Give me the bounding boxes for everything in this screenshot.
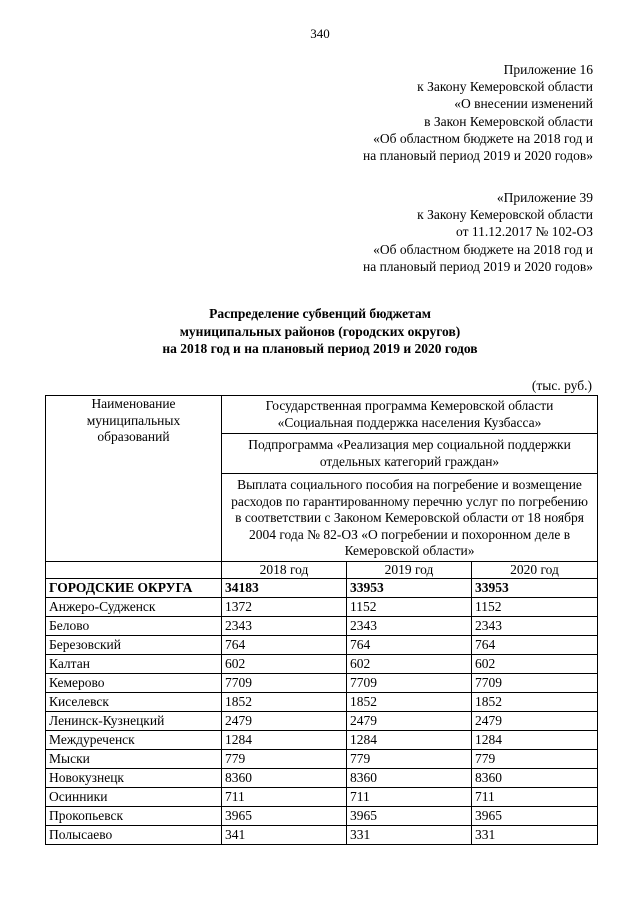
title-line: муниципальных районов (городских округов) <box>179 323 461 339</box>
amount-cell-2018: 341 <box>222 826 347 845</box>
amount-cell-2018: 1284 <box>222 731 347 750</box>
amount-cell-2019: 1284 <box>347 731 472 750</box>
year-header-row <box>46 561 598 579</box>
table-row <box>46 579 598 598</box>
amount-cell-2019: 602 <box>347 655 472 674</box>
amount-cell-2020: 602 <box>472 655 598 674</box>
amount-cell-2019: 1152 <box>347 598 472 617</box>
amount-cell-2019: 711 <box>347 788 472 807</box>
amount-cell-2018: 2479 <box>222 712 347 731</box>
subvention-table <box>45 395 598 845</box>
amount-cell-2018: 7709 <box>222 674 347 693</box>
amount-cell-2018: 3965 <box>222 807 347 826</box>
municipality-name-cell: Березовский <box>46 636 222 655</box>
amount-cell-2019: 1852 <box>347 693 472 712</box>
appendix-line: «Об областном бюджете на 2018 год и <box>373 130 593 146</box>
amount-cell-2020: 1152 <box>472 598 598 617</box>
amount-cell-2018: 2343 <box>222 617 347 636</box>
amount-cell-2019: 779 <box>347 750 472 769</box>
subprogram-header: Подпрограмма «Реализация мер социальной поддержки отдельных категорий граждан» <box>222 434 598 474</box>
year-2020-header: 2020 год <box>472 561 598 579</box>
amount-cell-2018: 8360 <box>222 769 347 788</box>
amount-cell-2019: 331 <box>347 826 472 845</box>
appendix-line: на плановый период 2019 и 2020 годов» <box>362 258 593 274</box>
municipality-name-cell: Кемерово <box>46 674 222 693</box>
amount-cell-2019: 8360 <box>347 769 472 788</box>
title-line: Распределение субвенций бюджетам <box>209 306 431 321</box>
table-row <box>46 636 598 655</box>
year-2019-header: 2019 год <box>347 561 472 579</box>
amount-cell-2020: 779 <box>472 750 598 769</box>
municipality-name-cell: Ленинск-Кузнецкий <box>46 712 222 731</box>
appendix-line: «Приложение 39 <box>496 190 593 205</box>
table-row <box>46 617 598 636</box>
table-row <box>46 674 598 693</box>
amount-cell-2018: 711 <box>222 788 347 807</box>
amount-cell-2018: 764 <box>222 636 347 655</box>
unit-label: (тыс. руб.) <box>531 378 592 393</box>
title-line: на 2018 год и на плановый период 2019 и 2020 годов <box>162 341 478 356</box>
amount-cell-2018: 602 <box>222 655 347 674</box>
amount-cell-2019: 3965 <box>347 807 472 826</box>
appendix-line: от 11.12.2017 № 102-ОЗ <box>456 224 593 240</box>
program-header: Государственная программа Кемеровской области «Социальная поддержка населения Кузбасса» <box>222 396 598 434</box>
municipality-name-cell: Калтан <box>46 655 222 674</box>
municipality-name-cell: ГОРОДСКИЕ ОКРУГА <box>46 579 222 598</box>
amount-cell-2020: 711 <box>472 788 598 807</box>
amount-cell-2019: 7709 <box>347 674 472 693</box>
appendix-line: Приложение 16 <box>503 62 593 77</box>
municipality-name-cell: Осинники <box>46 788 222 807</box>
municipality-name-cell: Белово <box>46 617 222 636</box>
amount-cell-2018: 1372 <box>222 598 347 617</box>
program-header-row <box>46 396 598 434</box>
municipality-name-cell: Мыски <box>46 750 222 769</box>
amount-cell-2018: 1852 <box>222 693 347 712</box>
appendix-line: «О внесении изменений <box>454 96 593 112</box>
municipality-name-cell: Киселевск <box>46 693 222 712</box>
year-2018-header: 2018 год <box>222 561 347 579</box>
document-title <box>0 305 640 358</box>
table-row <box>46 826 598 845</box>
amount-cell-2019: 764 <box>347 636 472 655</box>
amount-cell-2020: 331 <box>472 826 598 845</box>
amount-cell-2020: 8360 <box>472 769 598 788</box>
amount-cell-2018: 34183 <box>222 579 347 598</box>
amount-cell-2020: 2479 <box>472 712 598 731</box>
measure-header: Выплата социального пособия на погребение и возмещение расходов по гарантированному перечню услуг по погребению в соответствии с Законом Кемеровской области от 18 ноября 2004 года № 82-ОЗ «О погребении и похоронном деле в Кемеровской области» <box>222 474 598 562</box>
amount-cell-2020: 764 <box>472 636 598 655</box>
amount-cell-2020: 1284 <box>472 731 598 750</box>
appendix-16-header <box>363 61 593 164</box>
table-row <box>46 788 598 807</box>
table-row <box>46 712 598 731</box>
appendix-39-header <box>363 189 593 275</box>
table-row <box>46 731 598 750</box>
amount-cell-2018: 779 <box>222 750 347 769</box>
appendix-line: к Закону Кемеровской области <box>417 79 593 95</box>
table-row <box>46 807 598 826</box>
amount-cell-2020: 1852 <box>472 693 598 712</box>
name-column-header: Наименование муниципальных образований <box>46 396 222 562</box>
appendix-line: к Закону Кемеровской области <box>417 207 593 223</box>
table-row <box>46 598 598 617</box>
page-number: 340 <box>310 26 330 41</box>
table-row <box>46 750 598 769</box>
municipality-name-cell: Полысаево <box>46 826 222 845</box>
amount-cell-2020: 7709 <box>472 674 598 693</box>
appendix-line: «Об областном бюджете на 2018 год и <box>373 241 593 257</box>
table-row <box>46 655 598 674</box>
appendix-line: в Закон Кемеровской области <box>424 113 593 129</box>
municipality-name-cell: Анжеро-Судженск <box>46 598 222 617</box>
municipality-name-cell: Прокопьевск <box>46 807 222 826</box>
municipality-name-cell: Междуреченск <box>46 731 222 750</box>
table-row <box>46 769 598 788</box>
amount-cell-2020: 33953 <box>472 579 598 598</box>
empty-header-cell <box>46 561 222 579</box>
table-row <box>46 693 598 712</box>
amount-cell-2019: 2479 <box>347 712 472 731</box>
amount-cell-2019: 33953 <box>347 579 472 598</box>
amount-cell-2020: 2343 <box>472 617 598 636</box>
municipality-name-cell: Новокузнецк <box>46 769 222 788</box>
appendix-line: на плановый период 2019 и 2020 годов» <box>362 148 593 164</box>
amount-cell-2020: 3965 <box>472 807 598 826</box>
amount-cell-2019: 2343 <box>347 617 472 636</box>
